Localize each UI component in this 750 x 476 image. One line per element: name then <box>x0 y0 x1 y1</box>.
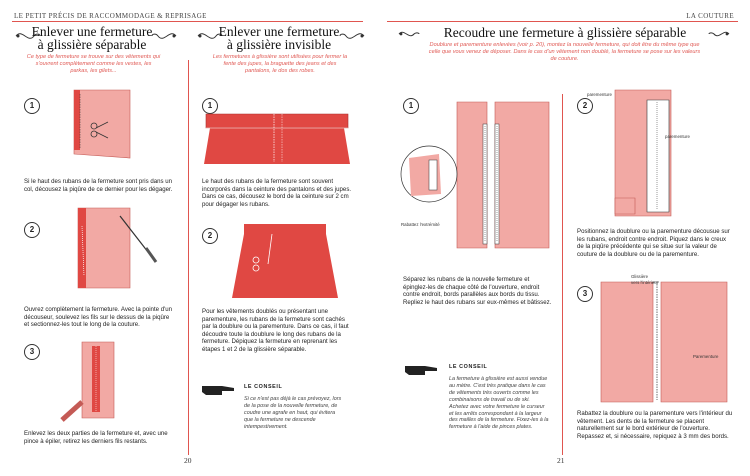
col2-tip-text: Si ce n'est pas déjà le cas prévoyez, lors de la pose de la nouvelle fermeture, de coudre une agrafe en haut, qui évitera que la fermeture ne descende intempestivement. <box>244 396 342 430</box>
col4-step3-number: 3 <box>577 286 593 302</box>
col3-title: Recoudre une fermeture à glissière séparable <box>443 25 687 40</box>
col1-step3-number: 3 <box>24 344 40 360</box>
col1-step1-number: 1 <box>24 98 40 114</box>
label-parementure-bottom: Parementure <box>693 354 719 359</box>
col4-step3-illustration <box>595 278 735 408</box>
pointing-hand-icon <box>200 380 240 400</box>
col1-title <box>22 26 162 51</box>
label-parementure-side: parementure <box>665 134 690 139</box>
col2-step1-number: 1 <box>202 98 218 114</box>
header-rule <box>387 21 738 22</box>
running-head-left: LE PETIT PRÉCIS DE RACCOMMODAGE & REPRISAGE <box>14 12 207 20</box>
page-number-right: 21 <box>557 456 565 465</box>
col4-step2-illustration <box>611 86 721 222</box>
col2-step1-illustration <box>200 108 360 168</box>
col4-step2-text: Positionnez la doublure ou la parementure décousue sur les rubans, endroit contre endroit. Piquez dans le creux de la piqûre précédente qui se situe sur la valeur de couture de la doublure ou de la parementure. <box>577 228 730 258</box>
col1-step1-text: Si le haut des rubans de la fermeture sont pris dans un col, décousez la piqûre de ce dernier pour les dégager. <box>24 178 173 193</box>
col4-step2-number: 2 <box>577 98 593 114</box>
label-parementure-top: parementure <box>587 92 612 97</box>
running-head-right: LA COUTURE <box>686 12 734 20</box>
label-vers-interieur: vers l'intérieur <box>631 280 659 285</box>
col2-tip-heading: LE CONSEIL <box>244 384 283 390</box>
col1-title-line1: Enlever une fermeture <box>31 24 153 39</box>
col2-title-line2: à glissière invisible <box>226 36 332 52</box>
col2-step2-illustration <box>226 220 346 302</box>
col2-title <box>208 26 350 51</box>
col3-step1-illustration <box>399 98 559 258</box>
column-divider <box>188 60 189 455</box>
col4-step3-text: Rabattez la doublure ou la parementure vers l'intérieur du vêtement. Les dents de la fermeture se placent naturellement sur le bord extérieur de l'ouverture. Repassez et, si nécessaire, repiquez à 3 mm des bords. <box>577 410 733 440</box>
header-rule <box>12 21 363 22</box>
col2-title-line1: Enlever une fermeture <box>218 24 340 39</box>
col1-intro: Ce type de fermeture se trouve sur des vêtements qui s'ouvrent complètement comme les vestes, les parkas, les gilets... <box>26 54 161 74</box>
label-glissiere: Glissière <box>631 274 649 279</box>
right-page <box>375 0 750 476</box>
page-number-left: 20 <box>184 456 192 465</box>
col1-step2-text: Ouvrez complètement la fermeture. Avec la pointe d'un découseur, soulevez les fils sur le dessus de la piqûre et sectionnez-les tout le long de la couture. <box>24 306 173 329</box>
col3-tip-text: La fermeture à glissière est aussi vendue au mètre. C'est très pratique dans le cas de vêtements très ouverts comme les combinaisons de travail ou de ski. Achetez avec votre fermeture le curseur et les arrêts correspondant à la largeur des mailles de la fermeture. Fixez-les à la fermeture à l'aide de pinces plates. <box>449 376 549 431</box>
column-divider <box>562 94 563 455</box>
col3-step1-text: Séparez les rubans de la nouvelle fermeture et épinglez-les de chaque côté de l'ouverture, endroit contre endroit, bords parallèles aux bords du tissu. Repliez le haut des rubans sur eux-mêmes et bâtissez. <box>403 276 552 306</box>
ornament-right-icon <box>707 26 731 42</box>
col2-step1-text: Le haut des rubans de la fermeture sont souvent incorporés dans la ceinture des pantalons et des jupes. Dans ce cas, décousez le bord de la ceinture sur 2 cm pour dégager les rubans. <box>202 178 352 208</box>
pointing-hand-icon <box>403 360 443 380</box>
col1-step2-number: 2 <box>24 222 40 238</box>
col3-tip-heading: LE CONSEIL <box>449 364 488 370</box>
col3-step1-number: 1 <box>403 98 419 114</box>
col1-step2-illustration <box>60 206 170 296</box>
col1-title-line2: à glissière séparable <box>37 36 147 52</box>
col1-step3-text: Enlevez les deux parties de la fermeture et, avec une pince à épiler, retirez les derniers fils restants. <box>24 430 168 445</box>
col2-intro: Les fermetures à glissière sont utilisées pour fermer la fente des jupes, la braguette des jeans et des pantalons, le dos des robes. <box>212 54 348 74</box>
col2-step2-text: Pour les vêtements doublés ou présentant une parementure, les rubans de la fermeture sont cachés par la doublure ou la parementure. Dans ce cas, il faut découdre toute la doublure le long des rubans de la fermeture. Dépiquez la fermeture en reprenant les étapes 1 et 2 de la glissière séparable. <box>202 308 349 353</box>
col3-intro: Doublure et parementure enlevées (voir p. 20), montez la nouvelle fermeture, qui doit être du même type que celle que vous venez de déposer. Dans le cas d'un vêtement non doublé, la fermeture se pose sur les valeurs de couture. <box>428 42 701 62</box>
label-rabattez: Rabattez l'extrémité <box>401 222 440 227</box>
col1-step3-illustration <box>60 340 170 422</box>
col2-step2-number: 2 <box>202 228 218 244</box>
col1-step1-illustration <box>60 86 170 166</box>
